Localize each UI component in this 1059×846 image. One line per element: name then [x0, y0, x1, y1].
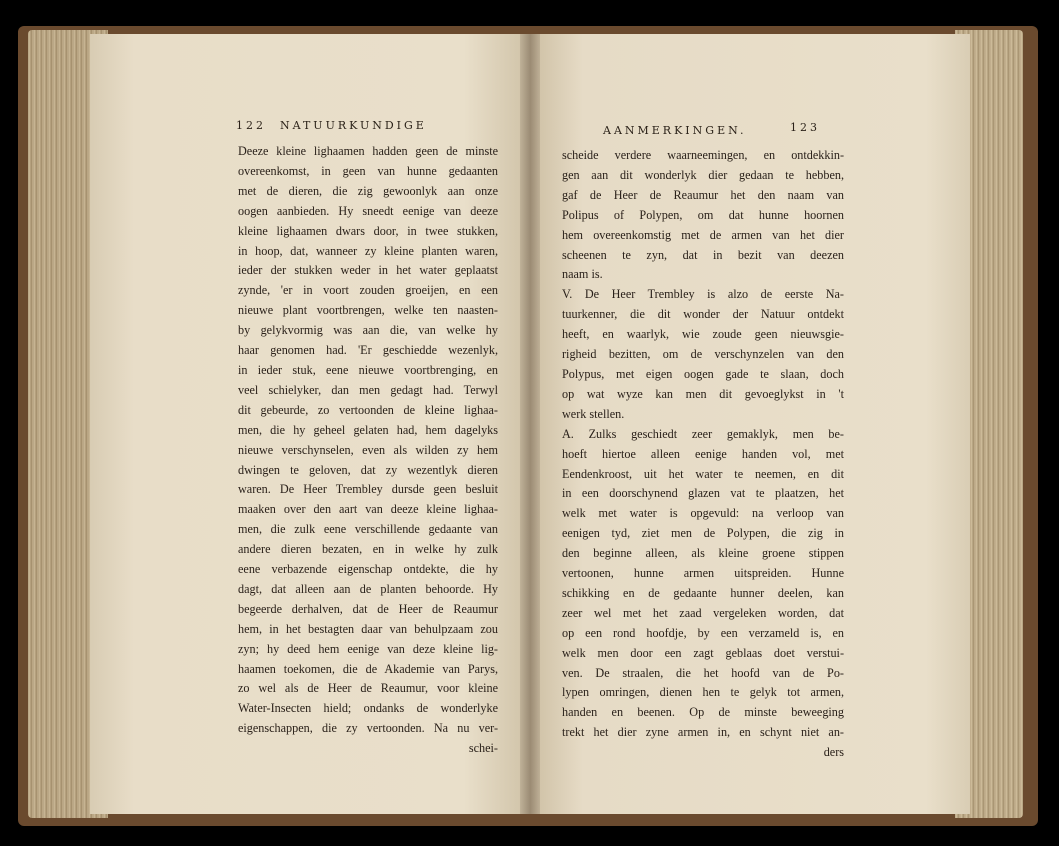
text-line: welk men door een zagt geblaas doet verstui-	[562, 645, 844, 660]
text-line: zynde, 'er in voort zouden groeijen, en een	[238, 283, 498, 298]
right-page-number: 123	[790, 121, 820, 134]
text-line: ven. De straalen, die het hoofd van de Po-	[562, 665, 844, 680]
text-line: by gelykvormig was aan die, van welke hy	[238, 323, 498, 338]
left-page-number: 122	[236, 119, 266, 132]
text-line: eene verbazende eigenschap ontdekte, die hy	[238, 562, 498, 577]
text-line: men, die hy geheel gelaten had, hem dagelyks	[238, 422, 498, 437]
text-line: in hoop, dat, wanneer zy kleine planten waren,	[238, 243, 498, 258]
text-line: V. De Heer Trembley is alzo de eerste Na-	[562, 287, 844, 302]
text-line: vertoonen, hunne armen uitspreiden. Hunne	[562, 566, 844, 581]
text-line: op een rond hoofdje, by een verzameld is, en	[562, 625, 844, 640]
text-line: A. Zulks geschiedt zeer gemaklyk, men be-	[562, 426, 844, 441]
left-running-head: NATUURKUNDIGE	[280, 119, 427, 132]
text-line: Polipus of Polypen, om dat hunne hoornen	[562, 207, 844, 222]
text-line: schei-	[468, 741, 498, 756]
text-line: men, die zulk eene verschillende gedaante van	[238, 522, 498, 537]
text-line: hem overeenkomstig met de armen van het dier	[562, 227, 844, 242]
text-line: tuurkenner, die dit wonder der Natuur ontdekt	[562, 307, 844, 322]
text-line: nieuwe verschynselen, even als wilden zy hem	[238, 442, 498, 457]
right-running-head: AANMERKINGEN.	[603, 124, 747, 137]
text-line: zeer wel met het zaad vergeleken worden, dat	[562, 605, 844, 620]
text-line: kleine lighaamen dwars door, in twee stukken,	[238, 223, 498, 238]
text-line: nieuwe plant voortbrengen, welke ten naasten-	[238, 303, 498, 318]
text-line: andere dieren bezaten, en in welke hy zulk	[238, 542, 498, 557]
text-line: gaf de Heer de Reaumur het den naam van	[562, 187, 844, 202]
text-line: haar genomen had. 'Er geschiedde wezenlyk,	[238, 343, 498, 358]
text-line: hoeft hiertoe alleen eenige handen vol, met	[562, 446, 844, 461]
right-page-text	[562, 146, 844, 763]
text-line: welk met water is opgevuld: na verloop van	[562, 506, 844, 521]
text-line: ieder der stukken weder in het water geplaatst	[238, 263, 498, 278]
text-line: zo wel als de Heer de Reaumur, voor kleine	[238, 681, 498, 696]
book-gutter	[520, 34, 540, 814]
text-line: Eendenkroost, uit het water te neemen, en dit	[562, 466, 844, 481]
text-line: hem, in het bestagten daar van behulpzaam zou	[238, 621, 498, 636]
text-line: Polypus, met eigen oogen gade te slaan, doch	[562, 366, 844, 381]
text-line: haamen toekomen, die de Akademie van Parys,	[238, 661, 498, 676]
text-line: eenigen tyd, ziet men de Polypen, die zig in	[562, 526, 844, 541]
text-line: den beginne alleen, als kleine groene stippen	[562, 546, 844, 561]
text-line: gen aan dit wonderlyk dier gedaan te hebben,	[562, 167, 844, 182]
text-line: eigenschappen, die zy vertoonden. Na nu ver-	[238, 721, 498, 736]
text-line: lypen omringen, dienen hen te gelyk tot armen,	[562, 685, 844, 700]
text-line: waren. De Heer Trembley dursde geen besluit	[238, 482, 498, 497]
text-line: overeenkomst, in geen van hunne gedaanten	[238, 163, 498, 178]
text-line: Deeze kleine lighaamen hadden geen de minste	[238, 144, 498, 158]
text-line: trekt het dier zyne armen in, en schynt niet an-	[562, 725, 844, 740]
text-line: oogen aanbieden. Hy sneedt eenige van deeze	[238, 203, 498, 218]
text-line: dagt, dat alleen aan de planten behoorde. Hy	[238, 581, 498, 596]
left-page-text	[238, 142, 498, 759]
text-line: veel schielyker, dan men gedagt had. Terwyl	[238, 382, 498, 397]
text-line: met de dieren, die zig gewoonlyk aan onze	[238, 183, 498, 198]
text-line: dit gebeurde, zo vertoonden de kleine lighaa-	[238, 402, 498, 417]
text-line: scheenen te zyn, dat in bezit van deezen	[562, 247, 844, 262]
text-line: righeid bezitten, om de verschynzelen van den	[562, 347, 844, 362]
text-line: werk stellen.	[562, 406, 625, 421]
text-line: scheide verdere waarneemingen, en ontdekkin-	[562, 148, 844, 162]
text-line: heeft, en waarlyk, wie zoude geen nieuwsgie-	[562, 327, 844, 342]
text-line: op wat wyze kan men dit gevoeglykst in 't	[562, 386, 844, 401]
text-line: in ieder stuk, eene nieuwe voortbrenging, en	[238, 362, 498, 377]
text-line: Water-Insecten hield; ondanks de wonderlyke	[238, 701, 498, 716]
text-line: schikking en de gedaante hunner deelen, kan	[562, 585, 844, 600]
text-line: zyn; hy deed hem eenige van deze kleine lig-	[238, 641, 498, 656]
text-line: ders	[823, 745, 844, 760]
text-line: begeerde derhalven, dat de Heer de Reaumur	[238, 601, 498, 616]
text-line: dwingen te geloven, dat zy wezentlyk dieren	[238, 462, 498, 477]
text-line: maaken over den aart van deeze kleine lighaa-	[238, 502, 498, 517]
text-line: in een doorschynend glazen vat te plaatzen, het	[562, 486, 844, 501]
text-line: handen en beenen. Op de minste beweeging	[562, 705, 844, 720]
text-line: naam is.	[562, 267, 603, 282]
